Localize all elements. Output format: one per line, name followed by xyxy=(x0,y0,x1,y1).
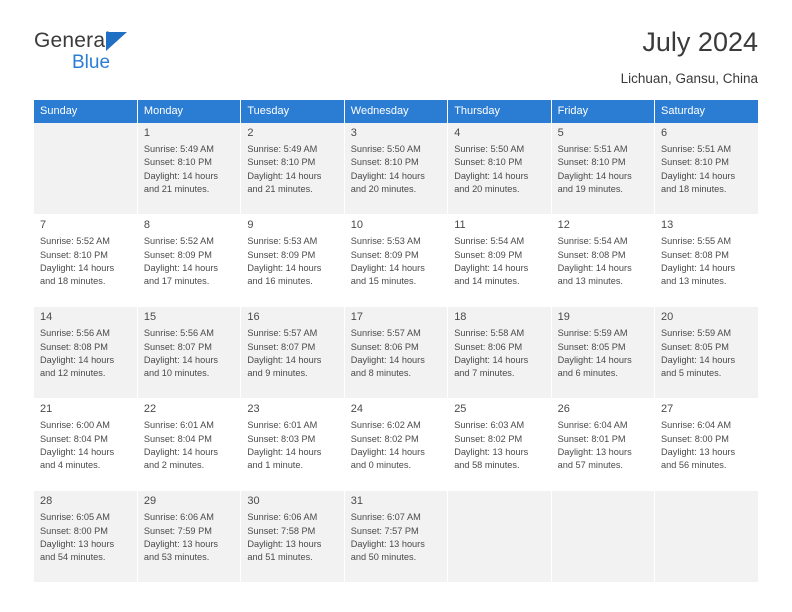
weekday-header-monday: Monday xyxy=(137,100,240,123)
calendar-table xyxy=(34,100,758,584)
calendar-day-cell[interactable] xyxy=(241,307,344,399)
day-detail-line: and 21 minutes. xyxy=(143,183,210,194)
day-detail-line: Sunrise: 5:56 AM xyxy=(143,328,214,339)
day-detail-line: Sunset: 8:10 PM xyxy=(661,157,729,168)
day-number: 30 xyxy=(247,495,260,508)
day-number: 28 xyxy=(40,495,53,508)
day-sun-details xyxy=(351,419,441,473)
general-blue-logo xyxy=(34,28,127,72)
day-detail-line: Sunrise: 5:56 AM xyxy=(40,328,110,339)
day-detail-line: Sunset: 8:08 PM xyxy=(557,249,626,260)
day-detail-line: and 17 minutes. xyxy=(143,276,210,287)
calendar-day-cell[interactable] xyxy=(137,215,240,307)
day-sun-details xyxy=(351,235,441,289)
day-sun-details xyxy=(454,143,544,197)
day-detail-line: Daylight: 14 hours xyxy=(143,170,218,181)
calendar-empty-cell xyxy=(448,491,551,583)
weekday-header-row xyxy=(34,100,758,123)
day-detail-line: and 16 minutes. xyxy=(247,276,313,287)
day-detail-line: Daylight: 13 hours xyxy=(350,539,425,550)
day-number: 8 xyxy=(143,219,151,232)
day-sun-details xyxy=(247,419,337,473)
logo-text-blue: Blue xyxy=(72,52,111,73)
day-detail-line: and 1 minute. xyxy=(247,460,304,471)
day-detail-line: and 19 minutes. xyxy=(557,183,623,194)
day-detail-line: and 20 minutes. xyxy=(454,183,520,194)
day-detail-line: Sunset: 8:08 PM xyxy=(661,249,729,260)
day-number: 10 xyxy=(350,219,364,232)
day-detail-line: and 51 minutes. xyxy=(247,552,313,563)
weekday-header-wednesday: Wednesday xyxy=(344,100,447,123)
day-number: 12 xyxy=(557,219,570,232)
calendar-week-row xyxy=(34,399,758,491)
title-block xyxy=(621,28,758,86)
day-number: 31 xyxy=(350,495,364,508)
weekday-header-saturday: Saturday xyxy=(655,100,758,123)
day-detail-line: Sunset: 8:06 PM xyxy=(454,341,523,352)
day-detail-line: and 7 minutes. xyxy=(454,368,515,379)
calendar-day-cell[interactable] xyxy=(137,491,240,583)
day-detail-line: and 13 minutes. xyxy=(661,276,727,287)
day-number: 14 xyxy=(40,311,53,324)
day-detail-line: Sunrise: 5:53 AM xyxy=(350,236,421,247)
day-detail-line: Sunset: 7:58 PM xyxy=(247,525,316,536)
calendar-day-cell[interactable] xyxy=(241,215,344,307)
calendar-day-cell[interactable] xyxy=(551,215,654,307)
day-detail-line: Sunset: 8:08 PM xyxy=(40,341,108,352)
day-sun-details xyxy=(351,143,441,197)
calendar-day-cell[interactable] xyxy=(241,123,344,215)
day-detail-line: Sunset: 8:09 PM xyxy=(350,249,419,260)
day-detail-line: and 9 minutes. xyxy=(247,368,308,379)
day-detail-line: and 58 minutes. xyxy=(454,460,520,471)
day-detail-line: and 0 minutes. xyxy=(350,460,412,471)
day-sun-details xyxy=(454,235,544,289)
day-detail-line: Sunrise: 5:58 AM xyxy=(454,328,525,339)
day-sun-details xyxy=(454,419,544,473)
weekday-header-tuesday: Tuesday xyxy=(241,100,344,123)
day-detail-line: Daylight: 14 hours xyxy=(661,263,736,274)
day-detail-line: and 5 minutes. xyxy=(661,368,722,379)
day-detail-line: and 53 minutes. xyxy=(143,552,210,563)
calendar-day-cell[interactable] xyxy=(344,491,447,583)
day-detail-line: and 6 minutes. xyxy=(557,368,618,379)
calendar-day-cell[interactable] xyxy=(137,307,240,399)
calendar-day-cell[interactable] xyxy=(448,399,551,491)
calendar-body xyxy=(34,123,758,583)
day-detail-line: Sunset: 8:09 PM xyxy=(143,249,212,260)
day-detail-line: and 18 minutes. xyxy=(661,183,727,194)
day-detail-line: Daylight: 14 hours xyxy=(40,263,115,274)
calendar-day-cell[interactable] xyxy=(655,123,758,215)
day-detail-line: Sunrise: 6:01 AM xyxy=(143,420,214,431)
day-detail-line: Daylight: 14 hours xyxy=(247,170,322,181)
day-detail-line: Sunset: 8:10 PM xyxy=(40,249,108,260)
calendar-day-cell[interactable] xyxy=(655,399,758,491)
day-detail-line: Daylight: 13 hours xyxy=(661,447,736,458)
calendar-day-cell[interactable] xyxy=(448,123,551,215)
day-number: 13 xyxy=(661,219,674,232)
day-sun-details xyxy=(144,143,234,197)
day-detail-line: and 2 minutes. xyxy=(143,460,205,471)
day-detail-line: Sunset: 8:04 PM xyxy=(40,433,108,444)
day-detail-line: Sunrise: 5:54 AM xyxy=(454,236,525,247)
day-sun-details xyxy=(558,235,648,289)
day-number: 27 xyxy=(661,403,674,416)
day-detail-line: Sunrise: 5:59 AM xyxy=(557,328,628,339)
day-detail-line: Sunset: 8:10 PM xyxy=(454,157,523,168)
day-detail-line: and 54 minutes. xyxy=(40,552,106,563)
day-detail-line: Sunrise: 5:50 AM xyxy=(454,143,525,154)
day-number: 17 xyxy=(350,311,364,324)
day-detail-line: Daylight: 14 hours xyxy=(557,355,632,366)
day-detail-line: Daylight: 14 hours xyxy=(661,170,736,181)
day-detail-line: Sunset: 7:57 PM xyxy=(350,525,419,536)
day-number: 5 xyxy=(557,126,564,139)
day-number: 7 xyxy=(40,219,47,232)
day-detail-line: Sunrise: 6:04 AM xyxy=(661,420,731,431)
day-detail-line: and 21 minutes. xyxy=(247,183,313,194)
day-number: 22 xyxy=(143,403,157,416)
day-detail-line: and 50 minutes. xyxy=(350,552,417,563)
day-detail-line: and 10 minutes. xyxy=(143,368,210,379)
day-number: 20 xyxy=(661,311,674,324)
calendar-empty-cell xyxy=(655,491,758,583)
day-detail-line: Sunset: 8:03 PM xyxy=(247,433,316,444)
day-detail-line: Sunset: 8:06 PM xyxy=(350,341,419,352)
day-number: 9 xyxy=(247,219,254,232)
day-sun-details xyxy=(247,327,337,381)
day-detail-line: Sunrise: 5:52 AM xyxy=(143,236,214,247)
day-detail-line: Sunrise: 6:05 AM xyxy=(40,512,110,523)
calendar-day-cell[interactable] xyxy=(551,123,654,215)
calendar-day-cell[interactable] xyxy=(137,123,240,215)
day-sun-details xyxy=(661,235,752,289)
day-sun-details xyxy=(144,235,234,289)
calendar-week-row xyxy=(34,491,758,583)
day-detail-line: Sunrise: 5:51 AM xyxy=(661,143,731,154)
day-detail-line: Sunrise: 5:52 AM xyxy=(40,236,110,247)
calendar-empty-cell xyxy=(551,491,654,583)
day-detail-line: Sunset: 8:01 PM xyxy=(557,433,626,444)
calendar-day-cell[interactable] xyxy=(34,399,137,491)
day-sun-details xyxy=(661,143,752,197)
day-detail-line: Sunset: 8:00 PM xyxy=(661,433,729,444)
calendar-day-cell[interactable] xyxy=(241,399,344,491)
calendar-day-cell[interactable] xyxy=(34,307,137,399)
calendar-day-cell[interactable] xyxy=(344,215,447,307)
day-detail-line: Daylight: 14 hours xyxy=(40,355,115,366)
day-detail-line: Sunrise: 5:53 AM xyxy=(247,236,318,247)
day-detail-line: Daylight: 14 hours xyxy=(143,355,218,366)
day-detail-line: Sunrise: 5:51 AM xyxy=(557,143,628,154)
day-number: 4 xyxy=(454,126,461,139)
day-detail-line: Sunrise: 6:00 AM xyxy=(40,420,110,431)
weekday-header-friday: Friday xyxy=(551,100,654,123)
day-detail-line: Daylight: 14 hours xyxy=(247,355,322,366)
day-sun-details xyxy=(144,419,234,473)
location-label: Lichuan, Gansu, China xyxy=(620,70,758,86)
day-detail-line: Sunset: 8:10 PM xyxy=(247,157,316,168)
day-detail-line: and 57 minutes. xyxy=(557,460,623,471)
weekday-header-thursday: Thursday xyxy=(448,100,551,123)
day-number: 11 xyxy=(454,219,466,232)
day-detail-line: Sunset: 8:05 PM xyxy=(557,341,626,352)
day-detail-line: Sunset: 8:07 PM xyxy=(143,341,212,352)
calendar-day-cell[interactable] xyxy=(34,491,137,583)
day-sun-details xyxy=(661,419,752,473)
day-detail-line: Daylight: 14 hours xyxy=(454,263,529,274)
day-number: 15 xyxy=(143,311,157,324)
day-detail-line: Sunset: 8:10 PM xyxy=(350,157,419,168)
day-detail-line: Daylight: 13 hours xyxy=(557,447,632,458)
day-sun-details xyxy=(144,327,234,381)
flag-icon xyxy=(106,32,127,51)
day-sun-details xyxy=(454,327,544,381)
day-number: 21 xyxy=(40,403,53,416)
day-number: 23 xyxy=(247,403,260,416)
day-detail-line: Daylight: 14 hours xyxy=(454,355,529,366)
day-detail-line: and 18 minutes. xyxy=(40,276,106,287)
day-detail-line: Daylight: 14 hours xyxy=(247,447,322,458)
day-sun-details xyxy=(247,511,337,565)
day-detail-line: Daylight: 14 hours xyxy=(40,447,115,458)
day-number: 2 xyxy=(247,126,254,139)
day-sun-details xyxy=(351,511,441,565)
day-number: 29 xyxy=(143,495,157,508)
day-detail-line: Sunset: 8:05 PM xyxy=(661,341,729,352)
day-sun-details xyxy=(247,143,337,197)
calendar-day-cell[interactable] xyxy=(448,307,551,399)
day-detail-line: Sunset: 8:10 PM xyxy=(557,157,626,168)
day-detail-line: Daylight: 14 hours xyxy=(247,263,322,274)
day-number: 1 xyxy=(143,126,151,139)
calendar-day-cell[interactable] xyxy=(137,399,240,491)
day-detail-line: Daylight: 14 hours xyxy=(350,447,425,458)
day-detail-line: Daylight: 14 hours xyxy=(557,263,632,274)
day-detail-line: Sunrise: 5:59 AM xyxy=(661,328,731,339)
day-sun-details xyxy=(247,235,337,289)
day-detail-line: Sunrise: 5:49 AM xyxy=(143,143,214,154)
day-detail-line: Sunrise: 6:04 AM xyxy=(557,420,628,431)
day-number: 26 xyxy=(557,403,570,416)
day-detail-line: Daylight: 14 hours xyxy=(350,263,425,274)
day-detail-line: Sunset: 8:00 PM xyxy=(40,525,108,536)
day-detail-line: Sunset: 7:59 PM xyxy=(143,525,212,536)
day-detail-line: and 8 minutes. xyxy=(350,368,412,379)
day-detail-line: and 12 minutes. xyxy=(40,368,106,379)
day-detail-line: and 56 minutes. xyxy=(661,460,727,471)
calendar-week-row xyxy=(34,307,758,399)
calendar-week-row xyxy=(34,123,758,215)
day-detail-line: Sunrise: 6:01 AM xyxy=(247,420,318,431)
calendar-day-cell[interactable] xyxy=(551,307,654,399)
page-header xyxy=(0,0,792,86)
day-detail-line: Daylight: 14 hours xyxy=(454,170,529,181)
day-sun-details xyxy=(351,327,441,381)
day-number: 6 xyxy=(661,126,668,139)
calendar-day-cell[interactable] xyxy=(344,399,447,491)
day-detail-line: Daylight: 13 hours xyxy=(40,539,115,550)
day-sun-details xyxy=(558,419,648,473)
day-detail-line: Sunset: 8:10 PM xyxy=(143,157,212,168)
day-detail-line: Sunrise: 6:06 AM xyxy=(143,512,214,523)
day-detail-line: Daylight: 13 hours xyxy=(454,447,529,458)
page-title: July 2024 xyxy=(642,27,758,57)
day-detail-line: Daylight: 14 hours xyxy=(350,170,425,181)
day-detail-line: Sunset: 8:07 PM xyxy=(247,341,316,352)
day-detail-line: and 20 minutes. xyxy=(350,183,417,194)
calendar-empty-cell xyxy=(34,123,137,215)
day-detail-line: Sunset: 8:04 PM xyxy=(143,433,212,444)
day-detail-line: Sunrise: 6:02 AM xyxy=(350,420,421,431)
day-detail-line: Sunrise: 5:57 AM xyxy=(350,328,421,339)
day-detail-line: Sunset: 8:02 PM xyxy=(454,433,523,444)
day-number: 18 xyxy=(454,311,467,324)
day-number: 3 xyxy=(350,126,357,139)
day-sun-details xyxy=(144,511,234,565)
day-detail-line: Daylight: 14 hours xyxy=(143,447,218,458)
day-detail-line: Daylight: 13 hours xyxy=(247,539,322,550)
day-detail-line: Sunrise: 6:07 AM xyxy=(350,512,421,523)
calendar-day-cell[interactable] xyxy=(34,215,137,307)
day-detail-line: and 4 minutes. xyxy=(40,460,101,471)
calendar-day-cell[interactable] xyxy=(551,399,654,491)
day-detail-line: Sunrise: 6:06 AM xyxy=(247,512,318,523)
day-detail-line: Sunrise: 6:03 AM xyxy=(454,420,525,431)
day-detail-line: Sunset: 8:09 PM xyxy=(247,249,316,260)
calendar-week-row xyxy=(34,215,758,307)
calendar-day-cell[interactable] xyxy=(655,307,758,399)
day-number: 19 xyxy=(557,311,570,324)
day-number: 24 xyxy=(350,403,364,416)
day-detail-line: and 14 minutes. xyxy=(454,276,520,287)
calendar-day-cell[interactable] xyxy=(241,491,344,583)
day-detail-line: and 15 minutes. xyxy=(350,276,417,287)
day-detail-line: Daylight: 14 hours xyxy=(557,170,632,181)
calendar-day-cell[interactable] xyxy=(448,215,551,307)
logo-text-general: General xyxy=(34,29,111,52)
day-detail-line: Daylight: 13 hours xyxy=(143,539,218,550)
day-number: 16 xyxy=(247,311,260,324)
day-sun-details xyxy=(661,327,752,381)
weekday-header-sunday: Sunday xyxy=(34,100,137,123)
day-sun-details xyxy=(558,327,648,381)
calendar-day-cell[interactable] xyxy=(655,215,758,307)
day-sun-details xyxy=(40,327,131,381)
day-detail-line: Sunrise: 5:55 AM xyxy=(661,236,731,247)
day-detail-line: Sunset: 8:02 PM xyxy=(350,433,419,444)
day-sun-details xyxy=(558,143,648,197)
day-detail-line: Sunset: 8:09 PM xyxy=(454,249,523,260)
day-detail-line: Daylight: 14 hours xyxy=(350,355,425,366)
day-detail-line: and 13 minutes. xyxy=(557,276,623,287)
day-detail-line: Sunrise: 5:49 AM xyxy=(247,143,318,154)
day-detail-line: Daylight: 14 hours xyxy=(143,263,218,274)
day-detail-line: Daylight: 14 hours xyxy=(661,355,736,366)
calendar-day-cell[interactable] xyxy=(344,307,447,399)
calendar-day-cell[interactable] xyxy=(344,123,447,215)
day-sun-details xyxy=(40,419,131,473)
day-detail-line: Sunrise: 5:50 AM xyxy=(350,143,421,154)
day-detail-line: Sunrise: 5:57 AM xyxy=(247,328,318,339)
day-sun-details xyxy=(40,511,131,565)
day-detail-line: Sunrise: 5:54 AM xyxy=(557,236,628,247)
day-number: 25 xyxy=(454,403,467,416)
day-sun-details xyxy=(40,235,131,289)
